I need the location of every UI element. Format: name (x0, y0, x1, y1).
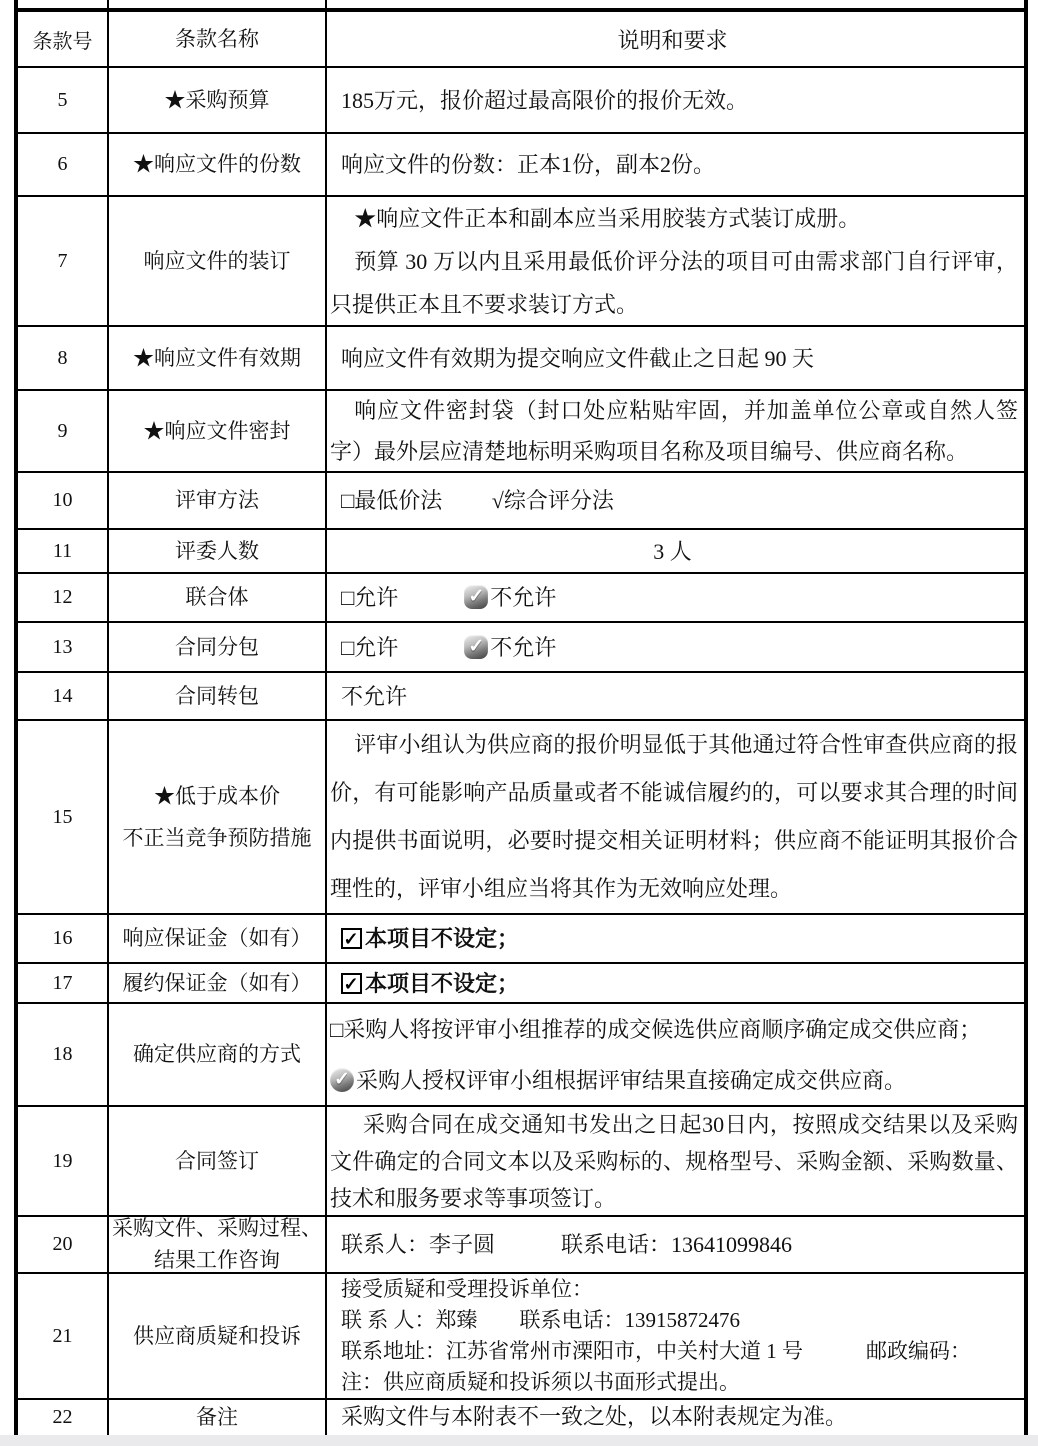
text-segment: 不允许 (490, 634, 557, 660)
table-row-7 (18, 195, 1024, 325)
page-bottom-strip (0, 1435, 1038, 1446)
desc-line (341, 680, 1018, 713)
table-row-11 (18, 528, 1024, 572)
desc-line (341, 1228, 1018, 1261)
table-row-6 (18, 132, 1024, 195)
table-header-row (18, 12, 1024, 66)
clause-desc (327, 1400, 1024, 1435)
table-row-13 (18, 621, 1024, 671)
clause-table (14, 8, 1028, 1439)
clause-name: 响应文件的装订 (109, 197, 327, 325)
check-gray-icon (464, 585, 488, 609)
text-segment: □最低价法 √综合评分法 (341, 488, 614, 513)
clause-name: ★低于成本价 不正当竞争预防措施 (109, 721, 327, 913)
text-segment: 响应文件有效期为提交响应文件截止之日起 90 天 (341, 345, 815, 371)
clause-name: 评审方法 (109, 473, 327, 528)
text-segment: 评审小组认为供应商的报价明显低于其他通过符合性审查供应商的报价，有可能影响产品质量或者不能诚信履约的，可以要求其合理的时间内提供书面说明，必要时提交相关证明材料；供应商不能证明其报价合理性的，评审小组应当将其作为无效响应处理。 (330, 732, 1018, 901)
clause-desc (327, 197, 1024, 325)
clause-desc (327, 1004, 1024, 1105)
clause-number: 8 (18, 327, 109, 389)
desc-paragraph (330, 197, 1018, 240)
text-segment: 3 人 (653, 538, 692, 564)
text-segment: □允许 (341, 585, 465, 610)
clause-number: 17 (18, 964, 109, 1002)
clause-desc (327, 68, 1024, 132)
desc-line (341, 581, 1018, 614)
clause-desc (327, 327, 1024, 389)
text-segment: 注：供应商质疑和投诉须以书面形式提出。 (341, 1370, 740, 1394)
desc-line (341, 148, 1018, 181)
table-row-21 (18, 1272, 1024, 1398)
clause-name: 供应商质疑和投诉 (109, 1274, 327, 1398)
clause-desc (327, 574, 1024, 621)
text-segment: 采购文件与本附表不一致之处，以本附表规定为准。 (341, 1404, 848, 1430)
clause-name: 合同签订 (109, 1107, 327, 1215)
checkbox-checked-icon (341, 973, 362, 994)
table-row-5 (18, 66, 1024, 132)
clause-desc (327, 473, 1024, 528)
table-row-18 (18, 1002, 1024, 1105)
divider (14, 0, 18, 8)
divider (1024, 0, 1028, 8)
text-segment: 不允许 (490, 585, 557, 610)
text-segment: 接受质疑和受理投诉单位： (341, 1277, 593, 1301)
check-gray-round-icon (330, 1068, 354, 1092)
clause-desc (327, 134, 1024, 195)
table-row-15 (18, 719, 1024, 913)
clause-desc (327, 1217, 1024, 1272)
header-clause-number: 条款号 (18, 12, 109, 66)
table-row-19 (18, 1105, 1024, 1215)
text-segment: ★响应文件正本和副本应当采用胶装方式装订成册。 (354, 205, 861, 231)
divider (325, 0, 327, 8)
clause-desc (327, 1274, 1024, 1398)
text-segment: 不允许 (341, 683, 408, 709)
clause-number: 16 (18, 915, 109, 962)
clause-number: 13 (18, 623, 109, 671)
clause-name: 备注 (109, 1400, 327, 1435)
clause-number: 11 (18, 530, 109, 572)
table-row-14 (18, 671, 1024, 719)
clause-number: 21 (18, 1274, 109, 1398)
desc-line (341, 535, 1018, 568)
table-row-16 (18, 913, 1024, 962)
clause-name: ★采购预算 (109, 68, 327, 132)
clause-number: 19 (18, 1107, 109, 1215)
clause-desc (327, 391, 1024, 471)
clause-name: 响应保证金（如有） (109, 915, 327, 962)
clause-name: 联合体 (109, 574, 327, 621)
text-segment: 185万元，报价超过最高限价的报价无效。 (341, 87, 749, 113)
desc-paragraph (330, 240, 1018, 326)
clause-name: ★响应文件有效期 (109, 327, 327, 389)
text-segment: 本项目不设定； (365, 926, 520, 951)
table-row-17 (18, 962, 1024, 1002)
clause-desc (327, 915, 1024, 962)
desc-line (341, 1403, 1018, 1432)
desc-line (341, 84, 1018, 117)
desc-line (341, 342, 1018, 375)
clause-name: ★响应文件的份数 (109, 134, 327, 195)
desc-paragraph (330, 1107, 1018, 1215)
text-segment: 响应文件密封袋（封口处应粘贴牢固，并加盖单位公章或自然人签字）最外层应清楚地标明采购项目名称及项目编号、供应商名称。 (330, 398, 1018, 464)
text-segment: □采购人将按评审小组推荐的成交候选供应商顺序确定成交供应商； (330, 1016, 982, 1042)
checkbox-checked-icon (341, 928, 362, 949)
desc-line (341, 484, 1018, 517)
clause-number: 7 (18, 197, 109, 325)
table-row-8 (18, 325, 1024, 389)
desc-paragraph (330, 721, 1018, 913)
clause-number: 6 (18, 134, 109, 195)
desc-line (341, 967, 1018, 1000)
desc-line (341, 1367, 1018, 1398)
clause-number: 22 (18, 1400, 109, 1435)
divider (107, 0, 109, 8)
table-row-12 (18, 572, 1024, 621)
clause-name: 确定供应商的方式 (109, 1004, 327, 1105)
clause-name: 履约保证金（如有） (109, 964, 327, 1002)
clause-number: 5 (18, 68, 109, 132)
desc-line (341, 1274, 1018, 1305)
table-row-9 (18, 389, 1024, 471)
table-top-border-stubs (14, 0, 1028, 8)
text-segment: 联系地址：江苏省常州市溧阳市，中关村大道 1 号 邮政编码： (341, 1339, 971, 1363)
desc-paragraph (330, 391, 1018, 471)
text-segment: 联系人：李子圆 联系电话：13641099846 (341, 1232, 793, 1257)
text-segment: 本项目不设定； (365, 970, 520, 996)
clause-desc (327, 530, 1024, 572)
clause-number: 9 (18, 391, 109, 471)
text-segment: 联 系 人：郑臻 联系电话：13915872476 (341, 1308, 740, 1332)
text-segment: 采购人授权评审小组根据评审结果直接确定成交供应商。 (356, 1067, 907, 1093)
header-clause-name: 条款名称 (109, 12, 327, 66)
clause-desc (327, 1107, 1024, 1215)
clause-number: 18 (18, 1004, 109, 1105)
clause-name: 合同分包 (109, 623, 327, 671)
desc-line (341, 1336, 1018, 1367)
clause-number: 14 (18, 673, 109, 719)
desc-line (341, 1305, 1018, 1336)
clause-name: 评委人数 (109, 530, 327, 572)
clause-number: 15 (18, 721, 109, 913)
clause-desc (327, 721, 1024, 913)
text-segment: 采购合同在成交通知书发出之日起30日内，按照成交结果以及采购文件确定的合同文本以及采购标的、规格型号、采购金额、采购数量、技术和服务要求等事项签订。 (330, 1111, 1018, 1211)
desc-line (330, 1055, 1018, 1106)
desc-line (341, 922, 1018, 955)
clause-name: 采购文件、采购过程、 结果工作咨询 (109, 1217, 327, 1272)
table-row-20 (18, 1215, 1024, 1272)
clause-number: 20 (18, 1217, 109, 1272)
table-row-22 (18, 1398, 1024, 1435)
clause-desc (327, 673, 1024, 719)
clause-desc (327, 964, 1024, 1002)
clause-name: ★响应文件密封 (109, 391, 327, 471)
clause-number: 10 (18, 473, 109, 528)
table-row-10 (18, 471, 1024, 528)
text-segment: 预算 30 万以内且采用最低价评分法的项目可由需求部门自行评审，只提供正本且不要求装订方式。 (330, 248, 1018, 317)
header-clause-desc: 说明和要求 (617, 27, 728, 53)
clause-desc (327, 623, 1024, 671)
check-gray-icon (464, 635, 488, 659)
clause-name: 合同转包 (109, 673, 327, 719)
text-segment: □允许 (341, 634, 465, 660)
clause-number: 12 (18, 574, 109, 621)
desc-line (341, 631, 1018, 664)
desc-line (330, 1004, 1018, 1055)
text-segment: 响应文件的份数：正本1份，副本2份。 (341, 152, 716, 177)
